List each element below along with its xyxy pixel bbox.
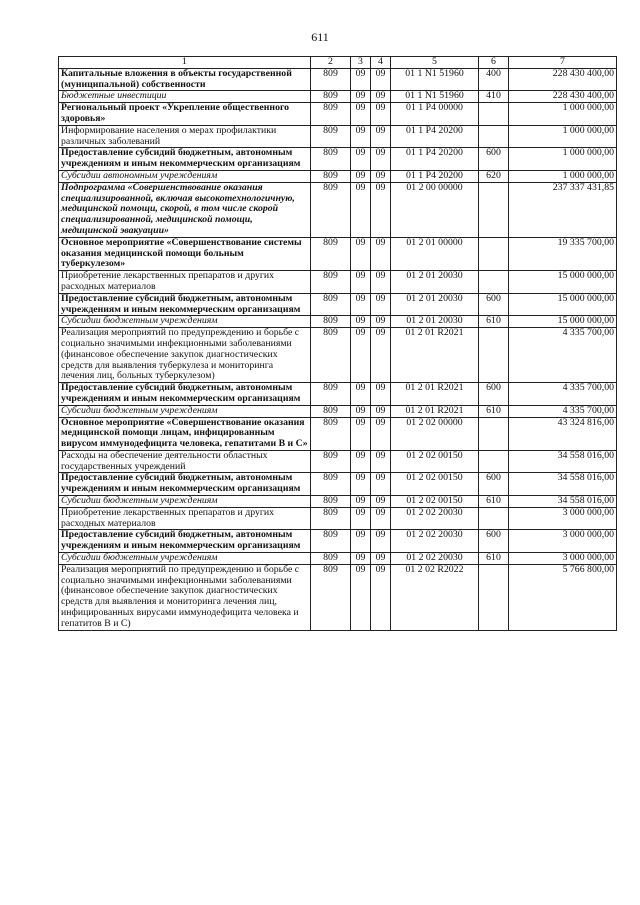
target-article-code: 01 1 P4 20200	[391, 148, 479, 171]
section-code: 09	[351, 530, 371, 553]
ministry-code: 809	[311, 450, 351, 473]
ministry-code: 809	[311, 473, 351, 496]
amount: 5 766 800,00	[509, 564, 617, 630]
target-article-code: 01 1 N1 51960	[391, 91, 479, 103]
amount: 1 000 000,00	[509, 148, 617, 171]
table-row	[59, 496, 617, 508]
amount: 1 000 000,00	[509, 170, 617, 182]
target-article-code: 01 1 N1 51960	[391, 68, 479, 91]
table-row	[59, 553, 617, 565]
expense-type-code	[479, 450, 509, 473]
section-code: 09	[351, 496, 371, 508]
section-code: 09	[351, 473, 371, 496]
subsection-code: 09	[371, 316, 391, 328]
target-article-code: 01 2 02 20030	[391, 530, 479, 553]
column-header: 2	[311, 57, 351, 69]
amount: 1 000 000,00	[509, 103, 617, 126]
expense-type-code	[479, 182, 509, 237]
ministry-code: 809	[311, 507, 351, 530]
section-code: 09	[351, 564, 371, 630]
amount: 34 558 016,00	[509, 473, 617, 496]
item-name: Реализация мероприятий по предупреждению и борьбе с социально значимыми инфекционными заболеваниями (финансовое обеспечение закупок диагностических средств для выявления и мониторинга лечения лиц, инфицированных вирусами иммунодефицита человека и гепатитов В и С)	[59, 564, 311, 630]
table-header-row	[59, 57, 617, 69]
amount: 34 558 016,00	[509, 450, 617, 473]
ministry-code: 809	[311, 68, 351, 91]
ministry-code: 809	[311, 271, 351, 294]
target-article-code: 01 2 02 20030	[391, 507, 479, 530]
table-row	[59, 182, 617, 237]
subsection-code: 09	[371, 91, 391, 103]
ministry-code: 809	[311, 383, 351, 406]
item-name: Подпрограмма «Совершенствование оказания специализированной, включая высокотехнологичную, медицинской помощи, скорой, в том числе скорой специализированной, медицинской помощи, медицинской эвакуации»	[59, 182, 311, 237]
subsection-code: 09	[371, 507, 391, 530]
amount: 3 000 000,00	[509, 553, 617, 565]
target-article-code: 01 2 01 20030	[391, 316, 479, 328]
subsection-code: 09	[371, 564, 391, 630]
item-name: Основное мероприятие «Совершенствование системы оказания медицинской помощи больным туберкулезом»	[59, 237, 311, 270]
item-name: Субсидии бюджетным учреждениям	[59, 316, 311, 328]
target-article-code: 01 2 01 20030	[391, 271, 479, 294]
subsection-code: 09	[371, 553, 391, 565]
target-article-code: 01 2 00 00000	[391, 182, 479, 237]
item-name: Предоставление субсидий бюджетным, автономным учреждениям и иным некоммерческим организациям	[59, 383, 311, 406]
subsection-code: 09	[371, 450, 391, 473]
target-article-code: 01 2 01 R2021	[391, 328, 479, 383]
target-article-code: 01 2 02 00000	[391, 417, 479, 450]
item-name: Основное мероприятие «Совершенствование оказания медицинской помощи лицам, инфицированным вирусом иммунодефицита человека, гепатитами В и С»	[59, 417, 311, 450]
column-header: 5	[391, 57, 479, 69]
item-name: Приобретение лекарственных препаратов и других расходных материалов	[59, 507, 311, 530]
subsection-code: 09	[371, 271, 391, 294]
target-article-code: 01 2 02 00150	[391, 473, 479, 496]
item-name: Расходы на обеспечение деятельности областных государственных учреждений	[59, 450, 311, 473]
item-name: Приобретение лекарственных препаратов и других расходных материалов	[59, 271, 311, 294]
target-article-code: 01 2 02 00150	[391, 496, 479, 508]
table-row	[59, 271, 617, 294]
item-name: Предоставление субсидий бюджетным, автономным учреждениям и иным некоммерческим организациям	[59, 293, 311, 316]
section-code: 09	[351, 271, 371, 294]
expense-type-code: 410	[479, 91, 509, 103]
target-article-code: 01 1 P4 20200	[391, 170, 479, 182]
subsection-code: 09	[371, 383, 391, 406]
expense-type-code: 600	[479, 383, 509, 406]
ministry-code: 809	[311, 553, 351, 565]
item-name: Субсидии бюджетным учреждениям	[59, 405, 311, 417]
column-header: 1	[59, 57, 311, 69]
section-code: 09	[351, 328, 371, 383]
item-name: Субсидии бюджетным учреждениям	[59, 496, 311, 508]
table-row	[59, 68, 617, 91]
item-name: Бюджетные инвестиции	[59, 91, 311, 103]
ministry-code: 809	[311, 405, 351, 417]
item-name: Субсидии бюджетным учреждениям	[59, 553, 311, 565]
table-row	[59, 473, 617, 496]
target-article-code: 01 2 02 20030	[391, 553, 479, 565]
section-code: 09	[351, 125, 371, 148]
target-article-code: 01 2 02 00150	[391, 450, 479, 473]
table-row	[59, 328, 617, 383]
subsection-code: 09	[371, 182, 391, 237]
section-code: 09	[351, 405, 371, 417]
amount: 3 000 000,00	[509, 530, 617, 553]
table-row	[59, 293, 617, 316]
table-row	[59, 450, 617, 473]
section-code: 09	[351, 316, 371, 328]
target-article-code: 01 2 01 20030	[391, 293, 479, 316]
column-header: 3	[351, 57, 371, 69]
expense-type-code: 600	[479, 473, 509, 496]
amount: 34 558 016,00	[509, 496, 617, 508]
item-name: Субсидии автономным учреждениям	[59, 170, 311, 182]
ministry-code: 809	[311, 148, 351, 171]
section-code: 09	[351, 68, 371, 91]
amount: 1 000 000,00	[509, 125, 617, 148]
section-code: 09	[351, 293, 371, 316]
table-row	[59, 383, 617, 406]
subsection-code: 09	[371, 496, 391, 508]
subsection-code: 09	[371, 417, 391, 450]
amount: 15 000 000,00	[509, 293, 617, 316]
table-row	[59, 316, 617, 328]
expense-type-code: 600	[479, 148, 509, 171]
section-code: 09	[351, 182, 371, 237]
subsection-code: 09	[371, 328, 391, 383]
subsection-code: 09	[371, 170, 391, 182]
expense-type-code	[479, 271, 509, 294]
subsection-code: 09	[371, 237, 391, 270]
expense-type-code: 600	[479, 530, 509, 553]
expense-type-code	[479, 125, 509, 148]
expense-type-code: 610	[479, 316, 509, 328]
ministry-code: 809	[311, 564, 351, 630]
expense-type-code	[479, 237, 509, 270]
item-name: Реализация мероприятий по предупреждению и борьбе с социально значимыми инфекционными заболеваниями (финансовое обеспечение закупок диагностических средств для выявления туберкулеза и мониторинга лечения лиц, больных туберкулезом)	[59, 328, 311, 383]
budget-table	[58, 56, 617, 631]
table-body	[59, 68, 617, 630]
ministry-code: 809	[311, 293, 351, 316]
ministry-code: 809	[311, 91, 351, 103]
table-row	[59, 170, 617, 182]
target-article-code: 01 2 01 R2021	[391, 405, 479, 417]
subsection-code: 09	[371, 125, 391, 148]
subsection-code: 09	[371, 68, 391, 91]
ministry-code: 809	[311, 530, 351, 553]
section-code: 09	[351, 553, 371, 565]
subsection-code: 09	[371, 148, 391, 171]
item-name: Предоставление субсидий бюджетным, автономным учреждениям и иным некоммерческим организациям	[59, 530, 311, 553]
ministry-code: 809	[311, 103, 351, 126]
amount: 15 000 000,00	[509, 316, 617, 328]
table-row	[59, 405, 617, 417]
subsection-code: 09	[371, 103, 391, 126]
target-article-code: 01 2 02 R2022	[391, 564, 479, 630]
table-row	[59, 148, 617, 171]
expense-type-code: 610	[479, 553, 509, 565]
ministry-code: 809	[311, 328, 351, 383]
section-code: 09	[351, 450, 371, 473]
amount: 4 335 700,00	[509, 383, 617, 406]
amount: 228 430 400,00	[509, 91, 617, 103]
amount: 3 000 000,00	[509, 507, 617, 530]
item-name: Информирование населения о мерах профилактики различных заболеваний	[59, 125, 311, 148]
target-article-code: 01 2 01 00000	[391, 237, 479, 270]
expense-type-code: 620	[479, 170, 509, 182]
table-row	[59, 125, 617, 148]
item-name: Капитальные вложения в объекты государственной (муниципальной) собственности	[59, 68, 311, 91]
target-article-code: 01 1 P4 20200	[391, 125, 479, 148]
item-name: Региональный проект «Укрепление общественного здоровья»	[59, 103, 311, 126]
table-row	[59, 530, 617, 553]
section-code: 09	[351, 507, 371, 530]
item-name: Предоставление субсидий бюджетным, автономным учреждениям и иным некоммерческим организациям	[59, 148, 311, 171]
expense-type-code: 400	[479, 68, 509, 91]
table-row	[59, 417, 617, 450]
expense-type-code	[479, 328, 509, 383]
item-name: Предоставление субсидий бюджетным, автономным учреждениям и иным некоммерческим организациям	[59, 473, 311, 496]
table-row	[59, 103, 617, 126]
expense-type-code: 610	[479, 405, 509, 417]
section-code: 09	[351, 148, 371, 171]
expense-type-code	[479, 564, 509, 630]
amount: 15 000 000,00	[509, 271, 617, 294]
expense-type-code	[479, 417, 509, 450]
table-row	[59, 507, 617, 530]
ministry-code: 809	[311, 417, 351, 450]
ministry-code: 809	[311, 170, 351, 182]
table-row	[59, 91, 617, 103]
ministry-code: 809	[311, 125, 351, 148]
amount: 19 335 700,00	[509, 237, 617, 270]
amount: 43 324 816,00	[509, 417, 617, 450]
subsection-code: 09	[371, 530, 391, 553]
amount: 4 335 700,00	[509, 328, 617, 383]
column-header: 4	[371, 57, 391, 69]
expense-type-code	[479, 507, 509, 530]
section-code: 09	[351, 91, 371, 103]
section-code: 09	[351, 103, 371, 126]
table-row	[59, 237, 617, 270]
expense-type-code: 610	[479, 496, 509, 508]
amount: 228 430 400,00	[509, 68, 617, 91]
amount: 4 335 700,00	[509, 405, 617, 417]
page-number: 611	[311, 30, 329, 44]
expense-type-code	[479, 103, 509, 126]
section-code: 09	[351, 237, 371, 270]
ministry-code: 809	[311, 182, 351, 237]
ministry-code: 809	[311, 237, 351, 270]
column-header: 6	[479, 57, 509, 69]
section-code: 09	[351, 170, 371, 182]
section-code: 09	[351, 383, 371, 406]
section-code: 09	[351, 417, 371, 450]
subsection-code: 09	[371, 473, 391, 496]
amount: 237 337 431,85	[509, 182, 617, 237]
table-row	[59, 564, 617, 630]
column-header: 7	[509, 57, 617, 69]
expense-type-code: 600	[479, 293, 509, 316]
target-article-code: 01 2 01 R2021	[391, 383, 479, 406]
subsection-code: 09	[371, 405, 391, 417]
target-article-code: 01 1 P4 00000	[391, 103, 479, 126]
subsection-code: 09	[371, 293, 391, 316]
ministry-code: 809	[311, 496, 351, 508]
ministry-code: 809	[311, 316, 351, 328]
